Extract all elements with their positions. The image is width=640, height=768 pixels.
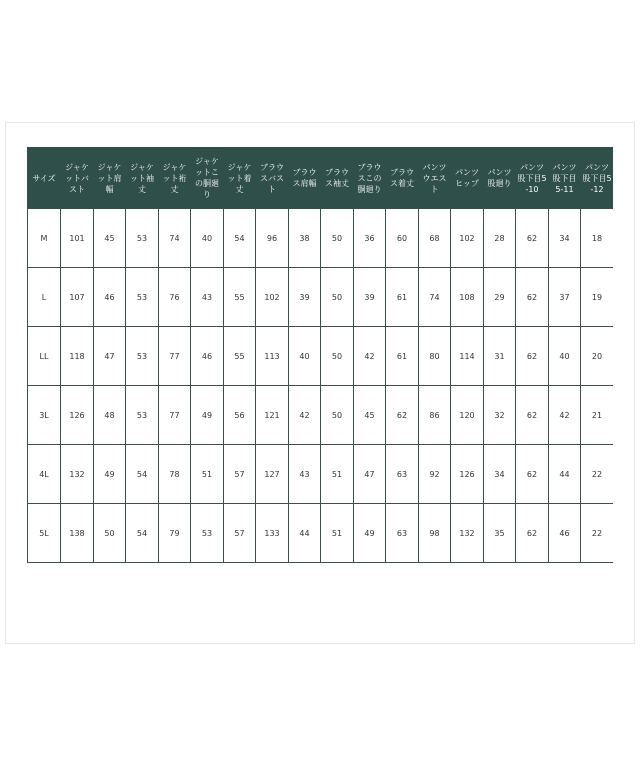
measurement-cell: 57: [224, 504, 256, 563]
measurement-cell: 77: [159, 327, 191, 386]
measurement-cell: 118: [61, 327, 94, 386]
header-pants-inseam-3: パンツ股下目5-12: [581, 148, 614, 209]
measurement-cell: 38: [289, 209, 321, 268]
measurement-cell: 32: [484, 386, 516, 445]
measurement-cell: 62: [516, 209, 549, 268]
measurement-cell: 57: [224, 445, 256, 504]
measurement-cell: 40: [191, 209, 224, 268]
measurement-cell: 132: [451, 504, 484, 563]
measurement-cell: 138: [61, 504, 94, 563]
measurement-cell: 35: [484, 504, 516, 563]
measurement-cell: 46: [549, 504, 581, 563]
measurement-cell: 51: [321, 504, 354, 563]
header-jacket-sleeve: ジャケット袖丈: [126, 148, 159, 209]
measurement-cell: 50: [321, 268, 354, 327]
measurement-cell: 42: [354, 327, 386, 386]
measurement-cell: 54: [126, 445, 159, 504]
measurement-cell: 40: [549, 327, 581, 386]
measurement-cell: 121: [256, 386, 289, 445]
measurement-cell: 34: [549, 209, 581, 268]
table-row: [28, 268, 614, 327]
measurement-cell: 54: [224, 209, 256, 268]
measurement-cell: 39: [289, 268, 321, 327]
measurement-cell: 50: [94, 504, 126, 563]
measurement-cell: 63: [386, 504, 419, 563]
table-row: [28, 445, 614, 504]
measurement-cell: 48: [94, 386, 126, 445]
measurement-cell: 47: [94, 327, 126, 386]
measurement-cell: 39: [354, 268, 386, 327]
measurement-cell: 50: [321, 327, 354, 386]
measurement-cell: 43: [191, 268, 224, 327]
measurement-cell: 86: [419, 386, 451, 445]
header-blouse-bust: ブラウスバスト: [256, 148, 289, 209]
size-table: [27, 147, 613, 563]
measurement-cell: 133: [256, 504, 289, 563]
size-label-cell: L: [28, 268, 61, 327]
measurement-cell: 20: [581, 327, 614, 386]
header-pants-inseam-2: パンツ股下目5-11: [549, 148, 581, 209]
size-label-cell: LL: [28, 327, 61, 386]
measurement-cell: 51: [191, 445, 224, 504]
measurement-cell: 101: [61, 209, 94, 268]
measurement-cell: 29: [484, 268, 516, 327]
size-label-cell: 3L: [28, 386, 61, 445]
header-pants-waist: パンツウエスト: [419, 148, 451, 209]
measurement-cell: 63: [386, 445, 419, 504]
measurement-cell: 77: [159, 386, 191, 445]
header-size: サイズ: [28, 148, 61, 209]
table-body: [28, 209, 614, 563]
measurement-cell: 79: [159, 504, 191, 563]
measurement-cell: 108: [451, 268, 484, 327]
measurement-cell: 55: [224, 268, 256, 327]
measurement-cell: 56: [224, 386, 256, 445]
measurement-cell: 62: [516, 268, 549, 327]
measurement-cell: 50: [321, 386, 354, 445]
measurement-cell: 50: [321, 209, 354, 268]
measurement-cell: 102: [451, 209, 484, 268]
measurement-cell: 34: [484, 445, 516, 504]
measurement-cell: 42: [289, 386, 321, 445]
measurement-cell: 37: [549, 268, 581, 327]
size-label-cell: 4L: [28, 445, 61, 504]
size-label-cell: 5L: [28, 504, 61, 563]
measurement-cell: 74: [419, 268, 451, 327]
measurement-cell: 62: [516, 327, 549, 386]
header-row: [28, 148, 614, 209]
measurement-cell: 31: [484, 327, 516, 386]
measurement-cell: 132: [61, 445, 94, 504]
size-chart: [27, 147, 613, 563]
header-jacket-shoulder: ジャケット肩幅: [94, 148, 126, 209]
measurement-cell: 120: [451, 386, 484, 445]
header-jacket-bust: ジャケットバスト: [61, 148, 94, 209]
measurement-cell: 49: [191, 386, 224, 445]
measurement-cell: 80: [419, 327, 451, 386]
measurement-cell: 62: [516, 386, 549, 445]
measurement-cell: 113: [256, 327, 289, 386]
measurement-cell: 44: [289, 504, 321, 563]
measurement-cell: 44: [549, 445, 581, 504]
measurement-cell: 55: [224, 327, 256, 386]
header-blouse-shoulder: ブラウス肩幅: [289, 148, 321, 209]
measurement-cell: 92: [419, 445, 451, 504]
header-pants-inseam-1: パンツ股下目5-10: [516, 148, 549, 209]
header-pants-rise: パンツ股廻り: [484, 148, 516, 209]
measurement-cell: 126: [61, 386, 94, 445]
measurement-cell: 98: [419, 504, 451, 563]
measurement-cell: 53: [126, 268, 159, 327]
measurement-cell: 107: [61, 268, 94, 327]
size-label-cell: M: [28, 209, 61, 268]
header-blouse-length: ブラウス着丈: [386, 148, 419, 209]
measurement-cell: 60: [386, 209, 419, 268]
measurement-cell: 96: [256, 209, 289, 268]
measurement-cell: 74: [159, 209, 191, 268]
measurement-cell: 19: [581, 268, 614, 327]
measurement-cell: 53: [191, 504, 224, 563]
table-row: [28, 327, 614, 386]
measurement-cell: 62: [386, 386, 419, 445]
measurement-cell: 42: [549, 386, 581, 445]
header-blouse-waist: ブラウスこの胴廻り: [354, 148, 386, 209]
measurement-cell: 61: [386, 327, 419, 386]
header-blouse-sleeve: ブラウス袖丈: [321, 148, 354, 209]
measurement-cell: 46: [191, 327, 224, 386]
measurement-cell: 40: [289, 327, 321, 386]
measurement-cell: 78: [159, 445, 191, 504]
table-row: [28, 504, 614, 563]
measurement-cell: 53: [126, 209, 159, 268]
header-jacket-yuki: ジャケット裄丈: [159, 148, 191, 209]
measurement-cell: 61: [386, 268, 419, 327]
measurement-cell: 51: [321, 445, 354, 504]
header-jacket-waist: ジャケットこの胴廻り: [191, 148, 224, 209]
measurement-cell: 22: [581, 445, 614, 504]
measurement-cell: 76: [159, 268, 191, 327]
measurement-cell: 102: [256, 268, 289, 327]
measurement-cell: 47: [354, 445, 386, 504]
measurement-cell: 49: [354, 504, 386, 563]
measurement-cell: 54: [126, 504, 159, 563]
measurement-cell: 53: [126, 327, 159, 386]
measurement-cell: 21: [581, 386, 614, 445]
measurement-cell: 36: [354, 209, 386, 268]
measurement-cell: 28: [484, 209, 516, 268]
measurement-cell: 49: [94, 445, 126, 504]
measurement-cell: 43: [289, 445, 321, 504]
measurement-cell: 22: [581, 504, 614, 563]
header-jacket-length: ジャケット着丈: [224, 148, 256, 209]
measurement-cell: 62: [516, 445, 549, 504]
measurement-cell: 114: [451, 327, 484, 386]
measurement-cell: 45: [354, 386, 386, 445]
table-row: [28, 386, 614, 445]
measurement-cell: 45: [94, 209, 126, 268]
table-header: [28, 148, 614, 209]
measurement-cell: 53: [126, 386, 159, 445]
measurement-cell: 62: [516, 504, 549, 563]
table-row: [28, 209, 614, 268]
measurement-cell: 126: [451, 445, 484, 504]
measurement-cell: 18: [581, 209, 614, 268]
measurement-cell: 68: [419, 209, 451, 268]
header-pants-hip: パンツヒップ: [451, 148, 484, 209]
measurement-cell: 127: [256, 445, 289, 504]
measurement-cell: 46: [94, 268, 126, 327]
